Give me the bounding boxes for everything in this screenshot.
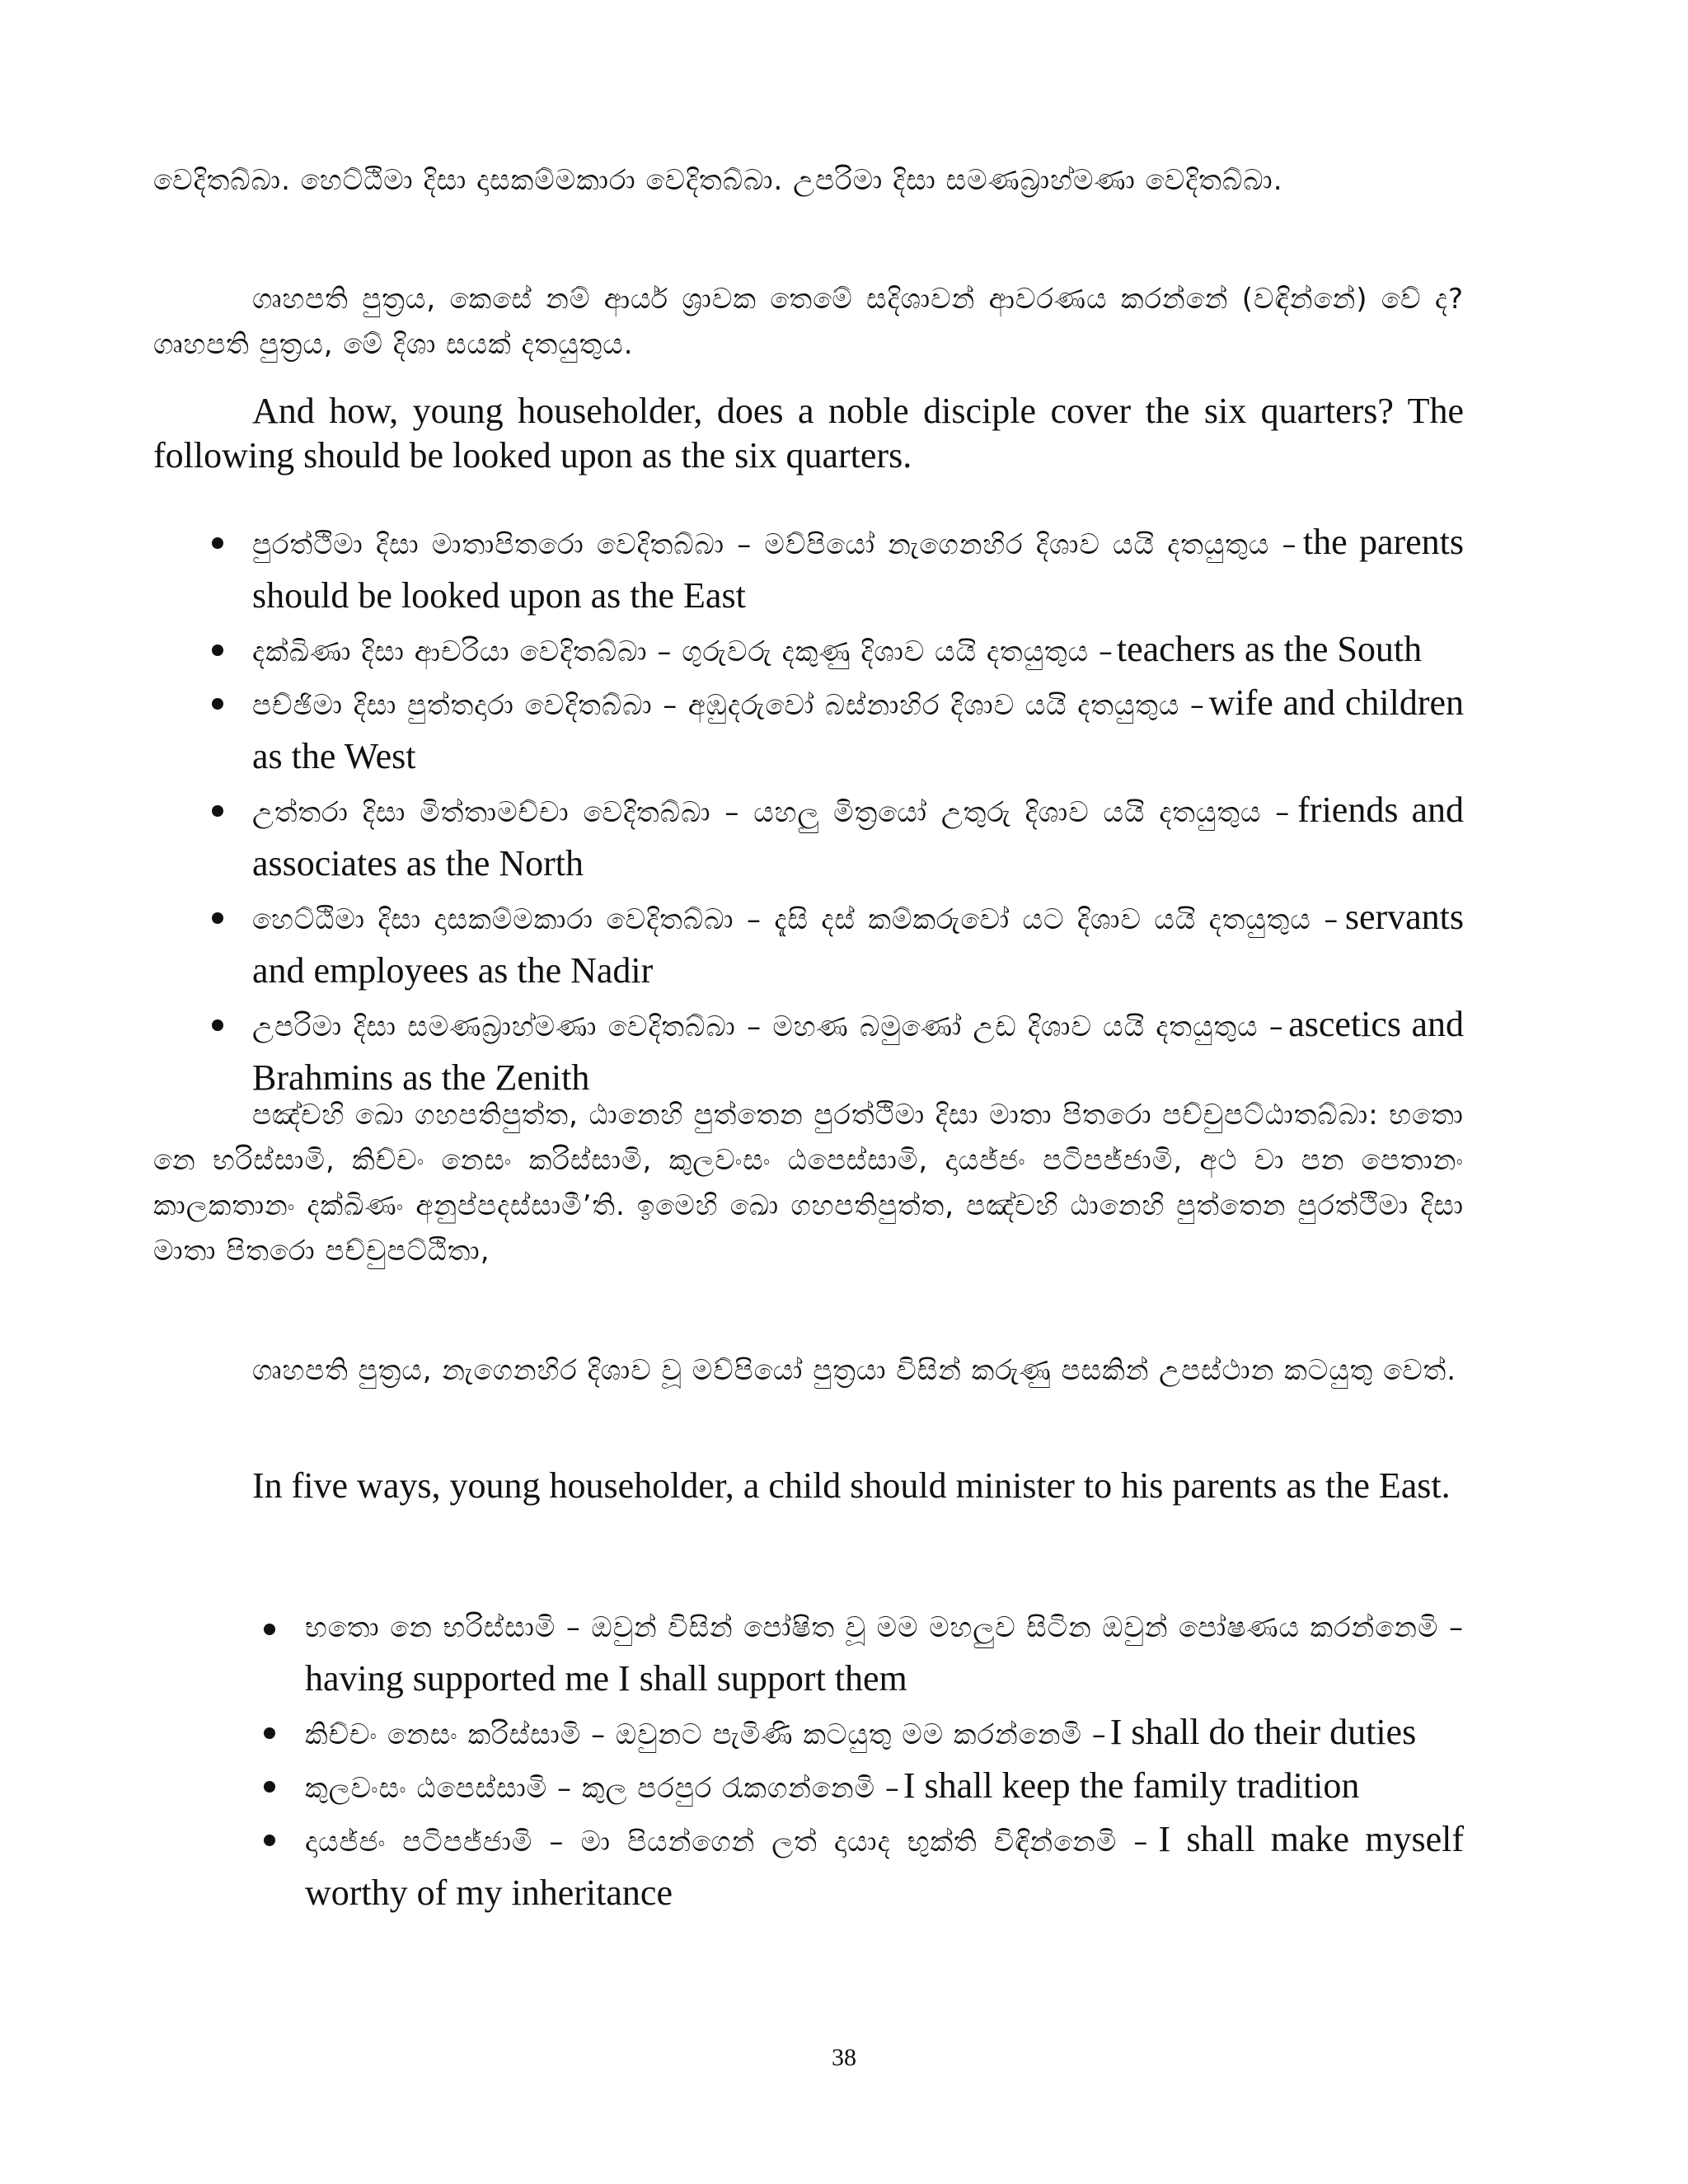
paragraph-sinhala-five-ways xyxy=(153,1348,1464,1394)
bullet-icon xyxy=(212,912,223,924)
paragraph-text: වෙදිතබ්බා. හෙට්ඨිමා දිසා දාසකම්මකාරා වෙදිතබ්බා. උපරිමා දිසා සමණබ්‍රාහ්මණා වෙදිතබ්බා. xyxy=(153,164,1283,197)
list-item-english: ascetics and Brahmins as the Zenith xyxy=(252,1004,1465,1098)
paragraph-sinhala-question xyxy=(153,277,1464,368)
list-item-english: teachers as the South xyxy=(1116,629,1423,669)
paragraph-pali-directions xyxy=(153,158,1464,204)
list-item-sinhala: පුරත්ථිමා දිසා මාතාපිතරො වෙදිතබ්බා – මව්පියෝ නැගෙනහිර දිශාව යයි දතයුතුය – xyxy=(252,528,1297,561)
list-item xyxy=(252,894,1464,1001)
bullet-icon xyxy=(212,537,223,549)
list-item xyxy=(252,787,1464,894)
paragraph-text: පඤ්චහි ඛො ගහපතිපුත්ත, ඨානෙහි පුත්තෙන පුරත්ථිමා දිසා මාතා පිතරො පච්චුපට්ඨාතබ්බා: භතො නෙ භරිස්සාමි, කිච්චං නෙසං කරිස්සාමි, කුලවංසං ඨපෙස්සාමි, දායජ්ජං පටිපජ්ජාමි, අථ වා පන පෙතානං කාලකතානං දක්ඛිණං අනුප්පදස්සාමී’ති. ඉමෙහි ඛො ගහපතිපුත්ත, පඤ්චහි ඨානෙහි පුත්තෙන පුරත්ථිමා දිසා මාතා පිතරො පච්චුපට්ඨිතා, xyxy=(153,1099,1464,1268)
list-item xyxy=(305,1709,1464,1763)
list-item-sinhala: කිච්චං නෙසං කරිස්සාමි – ඔවුනට පැමිණි කටයුතු මම කරන්නෙමි – xyxy=(305,1718,1107,1751)
list-item-sinhala: හෙට්ඨිමා දිසා දාසකම්මකාරා වෙදිතබ්බා – දැසි දස් කම්කරුවෝ යට දිශාව යයි දතයුතුය – xyxy=(252,903,1339,936)
paragraph-english-question xyxy=(153,389,1464,478)
list-item-english: I shall do their duties xyxy=(1109,1712,1417,1752)
list-item-english: I shall keep the family tradition xyxy=(903,1765,1360,1806)
list-item xyxy=(252,680,1464,787)
bullet-icon xyxy=(212,644,223,656)
list-item-english: the parents should be looked upon as the East xyxy=(252,522,1465,616)
list-item-sinhala: දායජ්ජං පටිපජ්ජාමි – මා පියන්ගෙන් ලත් දායාද භුක්ති විඳින්නෙමි – xyxy=(305,1825,1149,1858)
bullet-icon xyxy=(264,1727,275,1739)
child-duties-list xyxy=(305,1605,1464,1924)
list-item xyxy=(305,1763,1464,1816)
bullet-icon xyxy=(212,698,223,710)
paragraph-text: And how, young householder, does a noble disciple cover the six quarters? The following should be looked upon as the six quarters. xyxy=(153,391,1464,476)
list-item xyxy=(252,519,1464,626)
bullet-icon xyxy=(264,1624,275,1635)
list-item-sinhala: කුලවංසං ඨපෙස්සාමි – කුල පරපුර රැකගන්නෙමි – xyxy=(305,1772,900,1805)
paragraph-text: In five ways, young householder, a child should minister to his parents as the East. xyxy=(252,1465,1451,1506)
list-item xyxy=(252,626,1464,680)
paragraph-text: ගෘහපති පුත්‍රය, කෙසේ නම් ආර්ය ශ්‍රාවක තෙමේ සදිශාවන් ආවරණය කරන්නේ (වඳින්නේ) වේ ද? ගෘහපති පුත්‍රය, මේ දිශා සයක් දතයුතුය. xyxy=(153,283,1464,361)
list-item-sinhala: දක්ඛිණා දිසා ආචරියා වෙදිතබ්බා – ගුරුවරු දකුණු දිශාව යයි දතයුතුය – xyxy=(252,635,1114,668)
list-item-english: wife and children as the West xyxy=(252,682,1465,776)
list-item xyxy=(305,1816,1464,1924)
bullet-icon xyxy=(264,1835,275,1846)
bullet-icon xyxy=(212,805,223,817)
list-item-sinhala: පච්ඡිමා දිසා පුත්තදාරා වෙදිතබ්බා – අඹුදරුවෝ බස්නාහිර දිශාව යයි දතයුතුය – xyxy=(252,689,1205,722)
list-item-english: servants and employees as the Nadir xyxy=(252,897,1465,991)
list-item-sinhala: උත්තරා දිසා මිත්තාමච්චා වෙදිතබ්බා – යහලු මිත්‍රයෝ උතුරු දිශාව යයි දතයුතුය – xyxy=(252,796,1291,829)
paragraph-english-five-ways xyxy=(153,1464,1464,1508)
bullet-icon xyxy=(212,1019,223,1031)
list-item-english: having supported me I shall support them xyxy=(305,1658,907,1699)
six-quarters-list xyxy=(252,519,1464,1108)
list-item-sinhala: උපරිමා දිසා සමණබ්‍රාහ්මණා වෙදිතබ්බා – මහණ බමුණෝ උඩ දිශාව යයි දතයුතුය – xyxy=(252,1010,1284,1043)
bullet-icon xyxy=(264,1781,275,1793)
list-item xyxy=(305,1605,1464,1709)
paragraph-pali-five-ways xyxy=(153,1093,1464,1274)
paragraph-text: ගෘහපති පුත්‍රය, නැගෙනහිර දිශාව වූ මව්පියෝ පුත්‍රයා විසින් කරුණු පසකින් උපස්ථාන කටයුතු වෙත්. xyxy=(252,1354,1457,1387)
list-item-english: friends and associates as the North xyxy=(252,790,1464,883)
page-number: 38 xyxy=(832,2044,856,2071)
list-item-english: I shall make myself worthy of my inheritance xyxy=(305,1819,1464,1913)
list-item-sinhala: භතො නෙ භරිස්සාමි – ඔවුන් විසින් පෝෂිත වූ මම මහලුව සිටින ඔවුන් පෝෂණය කරන්නෙමි – xyxy=(305,1611,1464,1644)
